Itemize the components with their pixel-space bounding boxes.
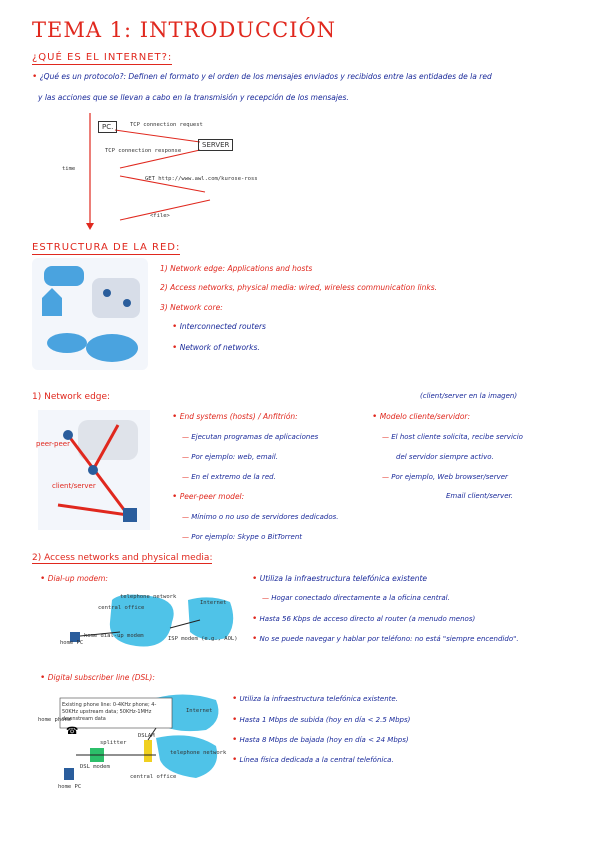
cs-item-2: del servidor siempre activo. [396,453,494,461]
server-box: SERVER [198,139,233,151]
core-bullet-1: • Interconnected routers [172,322,266,332]
dialup-internet: Internet [200,600,227,606]
dialup-item-4: • No se puede navegar y hablar por teléfono: no está "siempre encendido". [252,634,519,644]
dialup-item-1-text: Utiliza la infraestructura telefónica existente [259,574,428,583]
end-systems-heading: • End systems (hosts) / Anfitrión: [172,412,298,422]
dsl-item-3: • Hasta 8 Mbps de bajada (hoy en día < 24 Mbps) [232,735,409,745]
peer-peer-label: peer-peer [36,440,70,448]
cs-heading: • Modelo cliente/servidor: [372,412,471,422]
dsl-item-1: • Utiliza la infraestructura telefónica existente. [232,694,398,704]
dialup-item-2-text: Hogar conectado directamente a la oficina central. [271,594,450,602]
protocol-definition-line2: y las acciones que se llevan a cabo en la transmisión y recepción de los mensajes. [38,93,349,102]
dialup-home-pc: home PC [60,640,84,646]
structure-item-2: 2) Access networks, physical media: wired, wireless communication links. [160,283,438,292]
pc-box: PC. [98,121,117,133]
dsl-splitter: splitter [100,740,127,746]
cs-item-1: — El host cliente solicita, recibe servicio [382,433,523,441]
core-bullet-2-text: Network of networks. [179,343,260,352]
dsl-home-pc: home PC [58,784,82,790]
dsl-home-phone: home phone [38,717,72,723]
network-edge-drawing [38,410,150,530]
dsl-internet: Internet [186,708,213,714]
msg-get: GET http://www.awl.com/kurose-ross [145,176,258,182]
dsl-line-note: Existing phone line: 0-4KHz phone; 4-50KHz upstream data; 50KHz-1MHz downstream data [62,702,157,722]
msg-tcp-request: TCP connection request [130,122,203,128]
network-structure-image [32,258,148,370]
dialup-item-3: • Hasta 56 Kbps de acceso directo al router (a menudo menos) [252,614,476,624]
end-systems-text: End systems (hosts) / Anfitrión: [179,412,298,421]
client-server-label: client/server [52,482,96,490]
dsl-item-2: • Hasta 1 Mbps de subida (hoy en día < 2.5 Mbps) [232,715,411,725]
cs-item-3-text: Por ejemplo, Web browser/server [391,473,508,481]
p2p-item-2-text: Por ejemplo: Skype o BitTorrent [191,533,303,541]
dialup-modem: home dial-up modem [84,633,144,639]
section-heading-estructura: ESTRUCTURA DE LA RED: [32,242,181,253]
page-title: TEMA 1: INTRODUCCIÓN [32,18,337,42]
structure-item-3: 3) Network core: [160,303,223,312]
dsl-modem: DSL modem [80,764,110,770]
msg-file: <file> [150,213,170,219]
dialup-text: Dial-up modem: [47,574,108,583]
end-item-3-text: En el extremo de la red. [191,473,276,481]
protocol-definition-line1: • ¿Qué es un protocolo?: Definen el formato y el orden de los mensajes enviados y recibidos entre las entidades de la red [32,72,492,82]
p2p-item-2: — Por ejemplo: Skype o BitTorrent [182,533,303,541]
end-item-1: — Ejecutan programas de aplicaciones [182,433,319,441]
dsl-item-1-text: Utiliza la infraestructura telefónica existente. [239,695,398,703]
end-item-2-text: Por ejemplo: web, email. [191,453,278,461]
msg-tcp-response: TCP connection response [105,148,182,154]
network-structure-drawing [32,258,148,370]
time-label: time [62,166,76,172]
structure-item-1: 1) Network edge: Applications and hosts [160,264,313,273]
p2p-item-1-text: Mínimo o no uso de servidores dedicados. [191,513,339,521]
dsl-dslam: DSLAM [138,733,155,739]
core-bullet-1-text: Interconnected routers [179,322,266,331]
dsl-item-4-text: Línea física dedicada a la central telefónica. [239,756,394,764]
dialup-telephone: telephone network [120,594,177,600]
phone-glyph: ☎ [66,726,79,737]
dialup-central-office: central office [98,605,145,611]
dsl-item-2-text: Hasta 1 Mbps de subida (hoy en día < 2.5 Mbps) [239,716,411,724]
core-bullet-2: • Network of networks. [172,343,260,353]
end-item-1-text: Ejecutan programas de aplicaciones [191,433,319,441]
section-heading-network-edge: 1) Network edge: [32,392,111,402]
network-edge-image [38,410,150,530]
dsl-heading: • Digital subscriber line (DSL): [40,673,155,683]
dialup-item-4-text: No se puede navegar y hablar por teléfono: no está "siempre encendido". [259,635,519,643]
protocol-definition-text1: ¿Qué es un protocolo?: Definen el formato y el orden de los mensajes enviados y recibidos entre las entidades de la red [39,72,492,81]
cs-text: Modelo cliente/servidor: [379,412,471,421]
dialup-item-3-text: Hasta 56 Kbps de acceso directo al router (a menudo menos) [259,615,476,623]
dsl-item-3-text: Hasta 8 Mbps de bajada (hoy en día < 24 Mbps) [239,736,409,744]
dialup-isp: ISP modem (e.g., AOL) [168,636,238,642]
p2p-text: Peer-peer model: [179,492,245,501]
section-heading-internet: ¿QUÉ ES EL INTERNET?: [32,52,173,63]
section-heading-access: 2) Access networks and physical media: [32,553,213,563]
dsl-item-4: • Línea física dedicada a la central telefónica. [232,755,394,765]
cs-item-4: Email client/server. [446,492,513,500]
dsl-central-office: central office [130,774,177,780]
cs-item-3: — Por ejemplo, Web browser/server [382,473,508,481]
dialup-item-2: — Hogar conectado directamente a la oficina central. [262,594,450,602]
client-server-note: (client/server en la imagen) [420,392,518,400]
dsl-telephone-network: telephone network [170,750,227,756]
end-item-2: — Por ejemplo: web, email. [182,453,278,461]
dsl-text: Digital subscriber line (DSL): [47,673,155,682]
p2p-heading: • Peer-peer model: [172,492,245,502]
p2p-item-1: — Mínimo o no uso de servidores dedicados. [182,513,339,521]
end-item-3: — En el extremo de la red. [182,473,276,481]
dialup-heading: • Dial-up modem: [40,574,108,584]
dialup-item-1: • Utiliza la infraestructura telefónica existente [252,574,428,584]
cs-item-1-text: El host cliente solicita, recibe servicio [391,433,523,441]
